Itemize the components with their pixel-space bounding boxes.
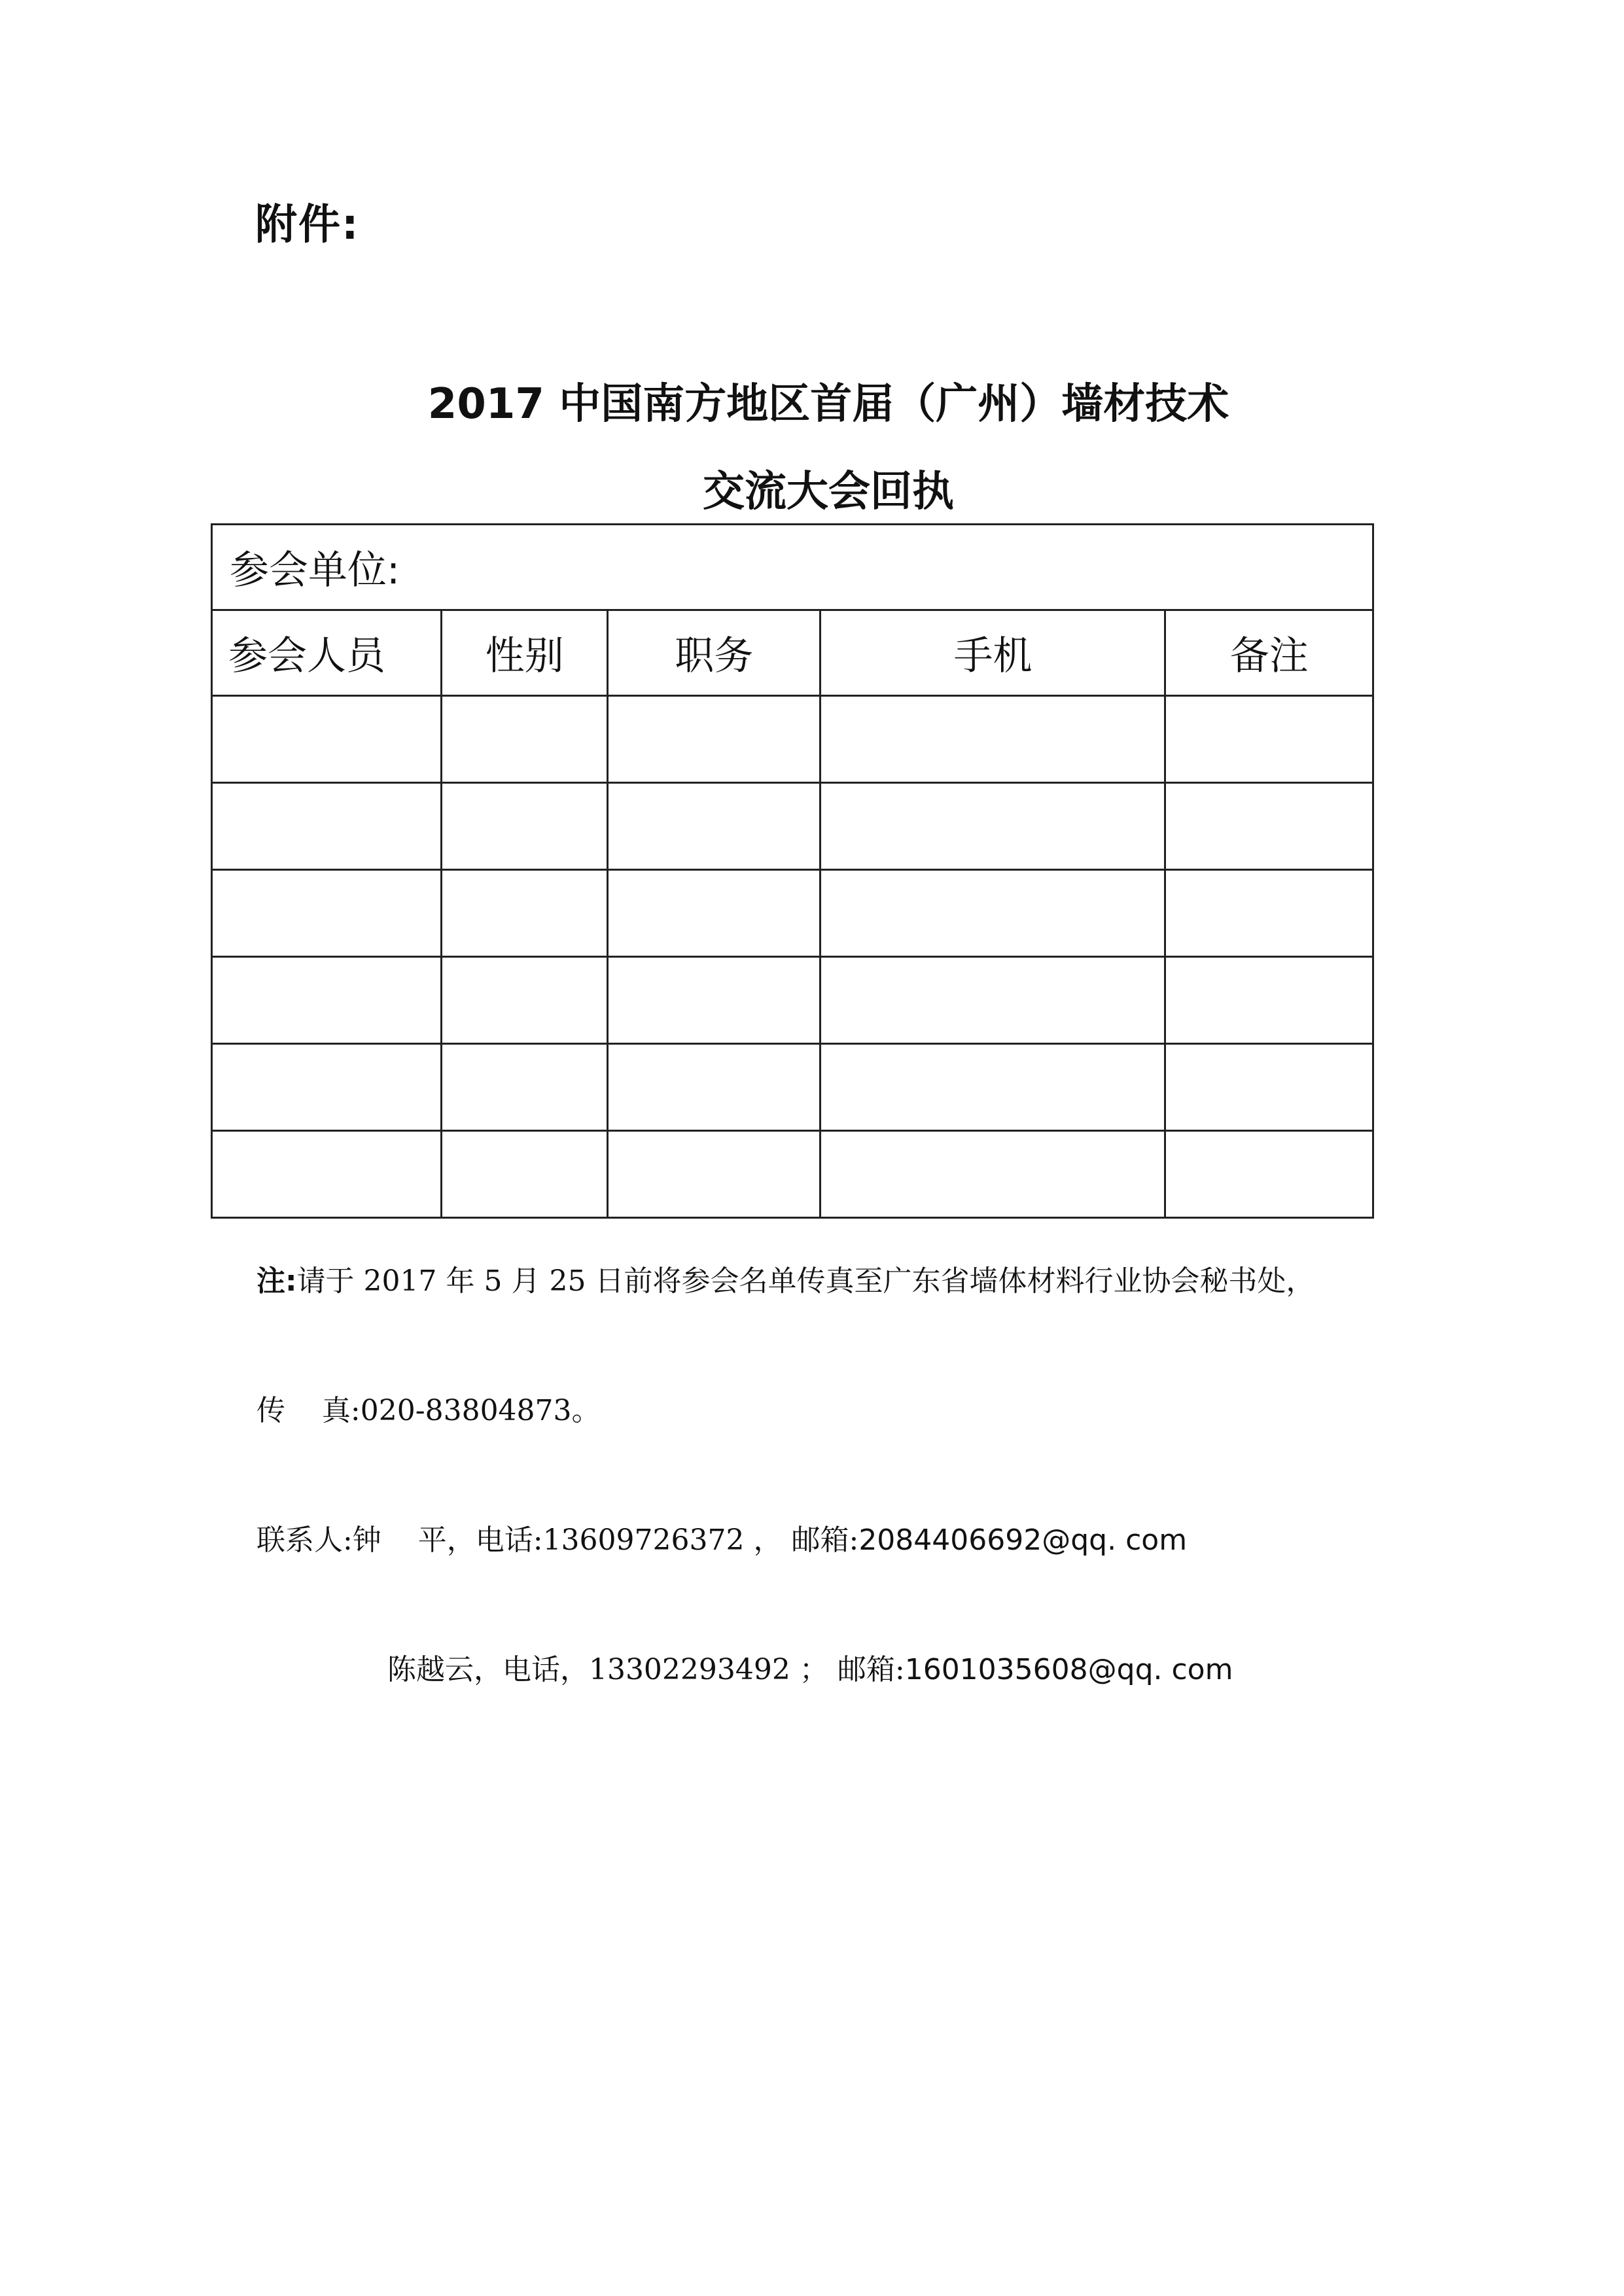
gender-cell[interactable]	[442, 957, 608, 1044]
attachment-label: 附件:	[255, 201, 360, 249]
table-row	[212, 957, 1373, 1044]
attendee-cell[interactable]	[212, 957, 442, 1044]
position-cell[interactable]	[608, 957, 821, 1044]
registration-form-table	[211, 523, 1374, 1219]
fax-line	[220, 1346, 1315, 1476]
mobile-cell[interactable]	[821, 1131, 1165, 1218]
fax-label: 传 真:	[256, 1394, 361, 1427]
gender-cell[interactable]	[442, 1131, 608, 1218]
contact1-email: 2084406692@qq. com	[858, 1523, 1188, 1557]
gender-cell[interactable]	[442, 1044, 608, 1131]
gender-cell[interactable]	[442, 696, 608, 783]
contact2-name: 陈越云，电话，	[387, 1653, 589, 1686]
header-position: 职务	[608, 610, 821, 696]
position-cell[interactable]	[608, 783, 821, 870]
fax-value: 020-83804873。	[360, 1394, 601, 1427]
position-cell[interactable]	[608, 870, 821, 957]
header-gender: 性别	[442, 610, 608, 696]
contact2-mail-label: ； 邮箱:	[799, 1653, 905, 1686]
notes-section	[220, 1217, 1315, 1735]
contact1-line	[220, 1476, 1315, 1605]
remarks-cell[interactable]	[1165, 696, 1373, 783]
remarks-cell[interactable]	[1165, 1044, 1373, 1131]
table-row	[212, 696, 1373, 783]
remarks-cell[interactable]	[1165, 870, 1373, 957]
header-remarks: 备注	[1165, 610, 1373, 696]
note-label: 注:	[256, 1264, 297, 1298]
position-cell[interactable]	[608, 696, 821, 783]
mobile-cell[interactable]	[821, 957, 1165, 1044]
mobile-cell[interactable]	[821, 870, 1165, 957]
contact2-line	[220, 1605, 1315, 1735]
document-title-line1: 2017 中国南方地区首届（广州）墙材技术	[427, 380, 1229, 428]
table-row	[212, 783, 1373, 870]
document-title-line2: 交流大会回执	[703, 468, 954, 516]
attendee-cell[interactable]	[212, 696, 442, 783]
contact-label: 联系人:	[256, 1523, 353, 1557]
table-header-row	[212, 610, 1373, 696]
mobile-cell[interactable]	[821, 783, 1165, 870]
note-line	[220, 1217, 1315, 1346]
table-row	[212, 1044, 1373, 1131]
header-attendee: 参会人员	[212, 610, 442, 696]
attendee-cell[interactable]	[212, 1044, 442, 1131]
contact2-phone: 13302293492	[588, 1653, 790, 1686]
mobile-cell[interactable]	[821, 696, 1165, 783]
contact1-phone: 13609726372	[542, 1523, 745, 1557]
contact1-name: 钟 平，电话:	[352, 1523, 543, 1557]
remarks-cell[interactable]	[1165, 957, 1373, 1044]
contact2-email: 1601035608@qq. com	[904, 1653, 1233, 1686]
unit-row	[212, 525, 1373, 610]
remarks-cell[interactable]	[1165, 783, 1373, 870]
position-cell[interactable]	[608, 1044, 821, 1131]
gender-cell[interactable]	[442, 783, 608, 870]
contact1-mail-label: ， 邮箱:	[753, 1523, 859, 1557]
table-row	[212, 1131, 1373, 1218]
header-mobile: 手机	[821, 610, 1165, 696]
attendee-cell[interactable]	[212, 870, 442, 957]
table-row	[212, 870, 1373, 957]
note-text: 请于 2017 年 5 月 25 日前将参会名单传真至广东省墙体材料行业协会秘书处，	[296, 1264, 1315, 1298]
position-cell[interactable]	[608, 1131, 821, 1218]
attendee-cell[interactable]	[212, 1131, 442, 1218]
attendee-cell[interactable]	[212, 783, 442, 870]
gender-cell[interactable]	[442, 870, 608, 957]
unit-label: 参会单位:	[212, 525, 1373, 610]
remarks-cell[interactable]	[1165, 1131, 1373, 1218]
mobile-cell[interactable]	[821, 1044, 1165, 1131]
